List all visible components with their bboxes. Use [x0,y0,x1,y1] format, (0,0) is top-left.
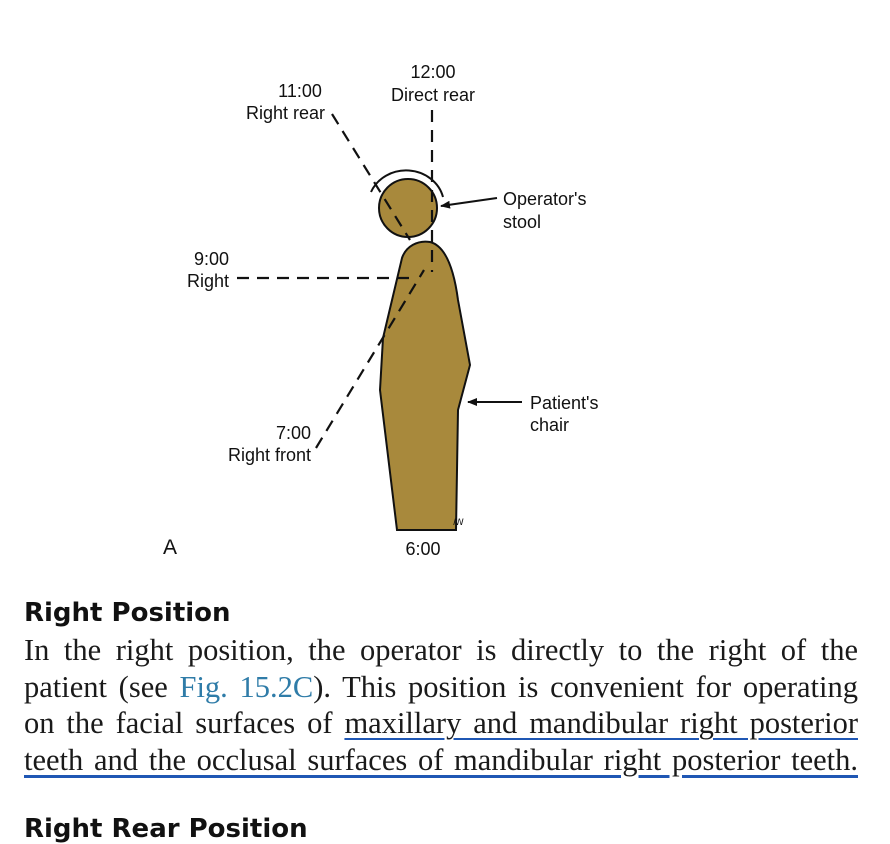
label-chair-line1: Patient's [530,393,599,413]
paragraph-text-1: In the right position, the operator is directly to the right of the patient (see [24,633,858,704]
label-11-desc: Right rear [245,103,325,123]
section-paragraph [24,632,858,778]
label-stool-line2: stool [503,212,542,232]
operator-stool-shape [379,179,437,237]
line-11-right-rear [332,114,410,240]
label-9-desc: Right [186,271,229,291]
panel-letter: A [163,536,178,559]
patient-chair-shape [380,242,470,530]
label-7-time: 7:00 [275,423,311,443]
label-6-time: 6:00 [405,539,441,559]
label-12-time: 12:00 [410,62,456,82]
paragraph-text-2: ). This position is convenient for operating on the facial surfaces of [24,669,858,740]
figure-link[interactable]: Fig. 15.2C [179,669,314,704]
section-heading-right-position: Right Position [24,598,231,628]
section-heading-right-rear-position: Right Rear Position [24,814,308,844]
arrow-operator-stool [441,198,497,206]
highlighted-text-2: teeth and the occlusal surfaces of mandibular right posterior teeth. [24,742,858,777]
label-9-time: 9:00 [193,249,229,269]
highlighted-text-1: maxillary and mandibular right posterior [344,706,858,740]
label-stool-line1: Operator's [503,189,587,209]
label-chair-line2: chair [530,415,570,435]
label-11-time: 11:00 [278,81,322,101]
label-7-desc: Right front [227,445,311,465]
artist-mark: ꟿ [453,517,464,527]
label-12-desc: Direct rear [390,85,476,105]
